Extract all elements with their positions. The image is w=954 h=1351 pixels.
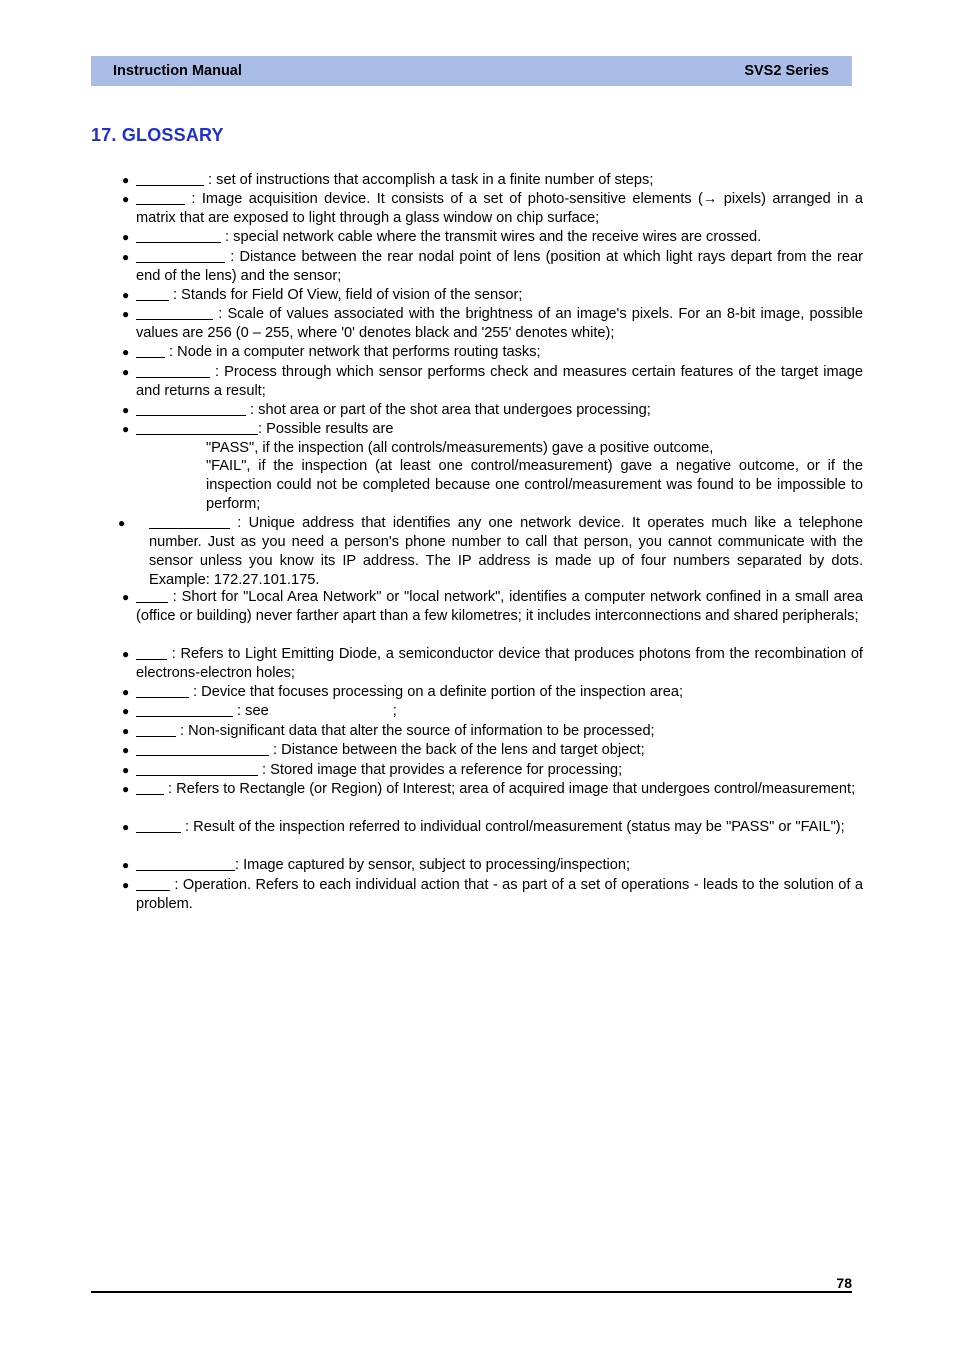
entry-definition: : Image acquisition device. It consists of a set of photo-sensitive elements (→ pixels) arranged in a matrix that are exposed to light through a glass window on chip surface; [136, 191, 863, 226]
entry-definition: : Unique address that identifies any one network device. It operates much like a telephone number. Just as you need a person's phone number to call that person, you cannot communicate with the sensor unless you know its IP address. The IP address is made up of four numbers separated by dots. Example: 172.27.101.175. [149, 515, 863, 588]
bullet-icon: ● [122, 724, 130, 738]
header-series-name: SVS2 Series [744, 63, 829, 79]
glossary-entry-fov [122, 286, 863, 305]
bullet-icon: ● [122, 704, 130, 718]
glossary-entry-ip-address [118, 514, 863, 590]
term-blank [149, 515, 230, 529]
term-blank [136, 402, 246, 416]
page-header [91, 56, 852, 86]
entry-definition: : Device that focuses processing on a definite portion of the inspection area; [189, 684, 684, 700]
entry-definition: : shot area or part of the shot area that undergoes processing; [246, 402, 651, 418]
term-blank [136, 306, 213, 320]
entry-definition: : Operation. Refers to each individual action that - as part of a set of operations - leads to the solution of a problem. [136, 877, 863, 912]
bullet-icon: ● [122, 590, 130, 604]
glossary-entry-focal-length [122, 248, 863, 286]
glossary-entry-inspection-result [122, 420, 863, 439]
entry-definition: : Non-significant data that alter the source of information to be processed; [176, 723, 655, 739]
term-blank [136, 819, 181, 833]
glossary-entry-operation [122, 876, 863, 914]
glossary-entry-algorithm [122, 171, 863, 190]
entry-see-prefix: : see [233, 703, 269, 719]
glossary-entry-status [122, 818, 863, 837]
bullet-icon: ● [122, 743, 130, 757]
term-blank [136, 877, 170, 891]
bullet-icon: ● [122, 230, 130, 244]
term-blank [136, 723, 176, 737]
glossary-entry-cross-cable [122, 228, 863, 247]
section-title: 17. GLOSSARY [91, 125, 224, 145]
term-blank [136, 857, 235, 871]
glossary-entry-target-image [122, 856, 863, 875]
bullet-icon: ● [122, 365, 130, 379]
bullet-icon: ● [122, 782, 130, 796]
glossary-entry-grey-scale [122, 305, 863, 343]
bullet-icon: ● [122, 858, 130, 872]
bullet-icon: ● [118, 516, 126, 530]
entry-definition: : Node in a computer network that performs routing tasks; [165, 344, 541, 360]
term-blank [136, 344, 165, 358]
term-blank [136, 646, 167, 660]
entry-definition: : Possible results are [258, 421, 394, 437]
entry-definition: : Scale of values associated with the brightness of an image's pixels. For an 8-bit image, possible values are 256 (0 – 255, where '0' denotes black and '255' denotes white); [136, 306, 863, 341]
glossary-entry-locator [122, 683, 863, 702]
bullet-icon: ● [122, 685, 130, 699]
entry-definition: : special network cable where the transmit wires and the receive wires are crossed. [221, 229, 762, 245]
page-number: 78 [836, 1275, 852, 1291]
glossary-entry-working-distance [122, 741, 863, 760]
entry-definition: : Image captured by sensor, subject to processing/inspection; [235, 857, 631, 873]
bullet-icon: ● [122, 250, 130, 264]
bullet-icon: ● [122, 820, 130, 834]
term-blank [136, 762, 258, 776]
glossary-entry-lan [122, 588, 863, 626]
bullet-icon: ● [122, 192, 130, 206]
bullet-icon: ● [122, 647, 130, 661]
term-blank [136, 742, 269, 756]
glossary-entry-inspection-area [122, 401, 863, 420]
result-fail-line: "FAIL", if the inspection (at least one control/measurement) gave a negative outcome, or if the inspection could not be completed because one control/measurement was found to be impossible to perform; [206, 458, 863, 512]
entry-definition: : Process through which sensor performs check and measures certain features of the target image and returns a result; [136, 364, 863, 399]
term-blank [136, 191, 185, 205]
bullet-icon: ● [122, 288, 130, 302]
glossary-entry-noise [122, 722, 863, 741]
glossary-entry-see-reference [122, 702, 863, 721]
bullet-icon: ● [122, 878, 130, 892]
entry-definition: : Refers to Light Emitting Diode, a semiconductor device that produces photons from the recombination of electrons-electron holes; [136, 646, 863, 681]
term-blank [136, 287, 169, 301]
result-pass-line: "PASS", if the inspection (all controls/measurements) gave a positive outcome, [206, 440, 714, 456]
entry-definition: : Result of the inspection referred to individual control/measurement (status may be "PASS" or "FAIL"); [181, 819, 845, 835]
entry-definition: : Distance between the rear nodal point of lens (position at which light rays depart from the rear end of the lens) and the sensor; [136, 249, 863, 284]
glossary-entry-inspection [122, 363, 863, 401]
entry-definition: : Stored image that provides a reference for processing; [258, 762, 623, 778]
bullet-icon: ● [122, 763, 130, 777]
entry-definition: : Distance between the back of the lens and target object; [269, 742, 645, 758]
term-blank [136, 589, 168, 603]
glossary-entry-ccd [122, 190, 863, 228]
term-blank [136, 781, 164, 795]
glossary-entry-roi [122, 780, 863, 799]
entry-definition: : Stands for Field Of View, field of vision of the sensor; [169, 287, 523, 303]
entry-see-suffix: ; [392, 703, 397, 719]
term-blank [136, 364, 210, 378]
entry-definition: : Short for "Local Area Network" or "local network", identifies a computer network confined in a small area (office or building) never farther apart than a few kilometres; it includes interconnections and shared peripherals; [136, 589, 863, 624]
glossary-entry-led [122, 645, 863, 683]
entry-definition: : set of instructions that accomplish a task in a finite number of steps; [204, 172, 654, 188]
term-blank [136, 249, 225, 263]
bullet-icon: ● [122, 307, 130, 321]
term-blank [136, 421, 258, 435]
entry-definition: : Refers to Rectangle (or Region) of Interest; area of acquired image that undergoes control/measurement; [164, 781, 856, 797]
bullet-icon: ● [122, 173, 130, 187]
glossary-entry-reference-image [122, 761, 863, 780]
glossary-entry-gateway [122, 343, 863, 362]
term-blank [136, 703, 233, 717]
bullet-icon: ● [122, 403, 130, 417]
bullet-icon: ● [122, 345, 130, 359]
header-manual-title: Instruction Manual [113, 63, 242, 79]
term-blank [136, 229, 221, 243]
footer-divider [91, 1291, 852, 1293]
term-blank [136, 172, 204, 186]
term-blank [136, 684, 189, 698]
bullet-icon: ● [122, 422, 130, 436]
